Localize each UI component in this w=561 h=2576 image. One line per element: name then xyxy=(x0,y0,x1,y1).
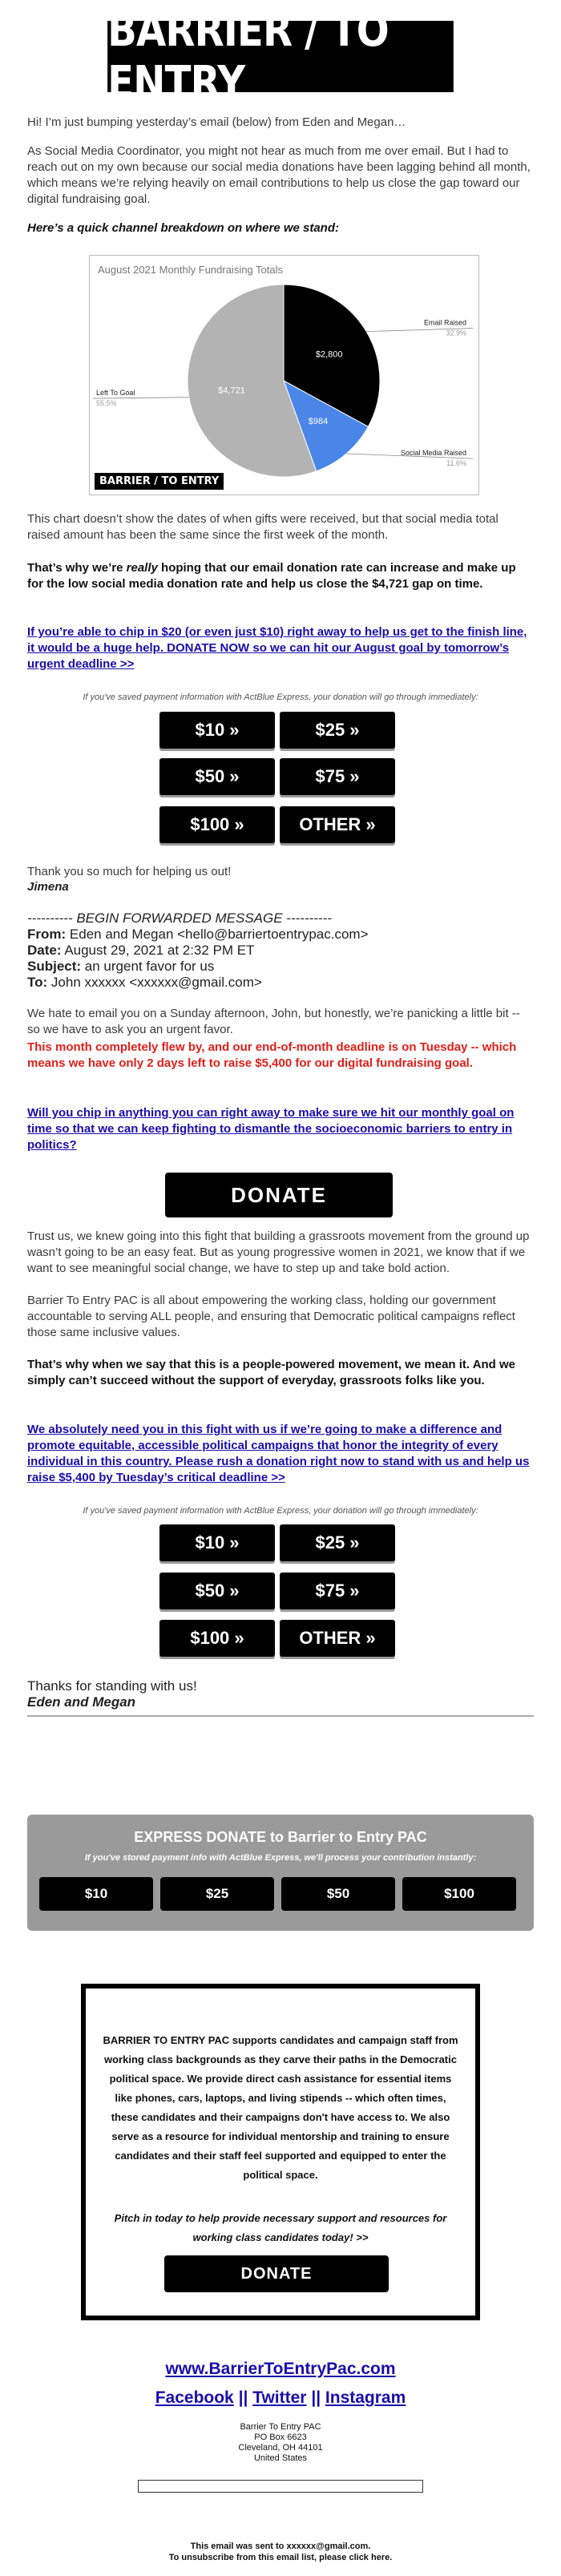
to-value: John xxxxxx <xxxxxx@gmail.com> xyxy=(50,975,262,990)
intro-greeting: Hi! I’m just bumping yesterday’s email (below) from Eden and Megan… xyxy=(27,115,406,129)
express-50-button[interactable]: $50 xyxy=(281,1877,395,1911)
donate-25-button[interactable]: $25 » xyxy=(280,712,395,749)
subject-label: Subject: xyxy=(27,959,82,974)
forward-subject xyxy=(27,959,534,975)
footer-donate-button[interactable]: DONATE xyxy=(164,2255,389,2292)
body2-paragraph-3: Barrier To Entry PAC is all about empowering the working class, holding our government accountable to serving ALL people, and ensuring that Democratic political campaigns reflect those same inclusive values. xyxy=(27,1294,515,1339)
instagram-link[interactable]: Instagram xyxy=(325,2388,406,2407)
logo: BARRIER / TO ENTRY xyxy=(107,21,454,92)
facebook-link[interactable]: Facebook xyxy=(155,2388,234,2407)
body2-paragraph-4: That’s why when we say that this is a people-powered movement, we mean it. And we simply can’t succeed without the support of everyday, grassroots folks like you. xyxy=(27,1358,516,1387)
pie-value-label: $984 xyxy=(308,417,329,427)
forward-to xyxy=(27,975,534,991)
separator-1: || xyxy=(238,2388,248,2407)
twitter-link[interactable]: Twitter xyxy=(252,2388,307,2407)
body2-intro: We hate to email you on a Sunday afternoon, John, but honestly, we’re panicking a little bit -- so we have to ask you an urgent favor. xyxy=(27,1007,520,1036)
unsubscribe-notice xyxy=(0,2541,561,2563)
address-line-4: United States xyxy=(253,2453,308,2463)
rate-text-a: That’s why we’re xyxy=(27,561,127,575)
about-box xyxy=(81,1984,480,2320)
separator-2: || xyxy=(311,2388,321,2407)
forward-header: ---------- BEGIN FORWARDED MESSAGE ---------- xyxy=(27,910,332,926)
deadline-alert: This month completely flew by, and our end-of-month deadline is on Tuesday -- which means we have only 2 days left to raise $5,400 for our digital fundraising goal. xyxy=(27,1040,517,1070)
donate-75-button[interactable]: $75 » xyxy=(280,758,395,795)
donate-50-button-2[interactable]: $50 » xyxy=(159,1573,275,1609)
express-25-button[interactable]: $25 xyxy=(160,1877,274,1911)
donate-button[interactable]: DONATE xyxy=(165,1173,393,1217)
express-panel-sub: If you've stored payment info with ActBlue Express, we'll process your contribution instantly: xyxy=(84,1853,477,1863)
donate-10-button-2[interactable]: $10 » xyxy=(159,1524,275,1561)
address-line-3: Cleveland, OH 44101 xyxy=(238,2443,323,2453)
from-label: From: xyxy=(27,927,67,942)
subject-value: an urgent favor for us xyxy=(84,959,215,974)
rate-text-emph: really xyxy=(126,561,158,575)
divider xyxy=(27,1715,534,1717)
donate-100-button-2[interactable]: $100 » xyxy=(159,1620,275,1657)
express-note-2: If you've saved payment information with ActBlue Express, your donation will go through immediately: xyxy=(83,1506,478,1516)
unsubscribe-link[interactable]: To unsubscribe from this email list, please click here. xyxy=(168,2553,393,2562)
date-value: August 29, 2021 at 2:32 PM ET xyxy=(64,943,255,958)
intro-paragraph: As Social Media Coordinator, you might not hear as much from me over email. But I had to reach out on my own because our social media donations have been lagging behind all month, which means we’re relying heavily on email contributions to help us close the gap toward our digital fundraising goal. xyxy=(27,144,531,206)
address-line-1: Barrier To Entry PAC xyxy=(240,2422,321,2432)
chart-watermark: BARRIER / TO ENTRY xyxy=(95,473,224,490)
body2-paragraph-2: Trust us, we knew going into this fight that building a grassroots movement from the ground up wasn’t going to be an easy feat. But as young progressive women in 2021, we know that if we want to see meaningful social change, we have to step up and take bold action. xyxy=(27,1229,530,1275)
rate-paragraph xyxy=(27,560,534,592)
pie-value-label: $2,800 xyxy=(315,349,343,360)
express-panel-title: EXPRESS DONATE to Barrier to Entry PAC xyxy=(134,1829,427,1845)
donate-100-button[interactable]: $100 » xyxy=(159,806,275,843)
mailing-address xyxy=(0,2422,561,2464)
donate-50-button[interactable]: $50 » xyxy=(159,758,275,795)
express-100-button[interactable]: $100 xyxy=(402,1877,516,1911)
sent-to-text: This email was sent to xxxxxx@gmail.com. xyxy=(190,2542,371,2551)
forward-from xyxy=(27,927,534,943)
express-10-button[interactable]: $10 xyxy=(39,1877,153,1911)
donate-other-button-2[interactable]: OTHER » xyxy=(280,1620,395,1657)
need-you-link[interactable]: We absolutely need you in this fight with us if we’re going to make a difference and promote equitable, accessible political campaigns that honor the integrity of every individual in this country. Please rush a donation right now to stand with us and help us raise $5,400 by Tuesday’s critical deadline >> xyxy=(27,1423,530,1484)
pie-legend-label: Left To Goal xyxy=(96,389,135,398)
about-text: BARRIER TO ENTRY PAC supports candidates and campaign staff from working class backgrounds as they carve their paths in the Democratic political space. We provide direct cash assistance for essential items like phones, cars, laptops, and living stipends -- which often times, these candidates and their campaigns don't have access to. We also serve as a resource for individual mentorship and training to ensure candidates and their staff feel supported and equipped to enter the political space. xyxy=(103,2034,458,2181)
signoff2-thanks: Thanks for standing with us! xyxy=(27,1678,197,1694)
pie-legend-label: Social Media Raised xyxy=(400,449,466,458)
fundraising-chart xyxy=(89,255,479,495)
social-links xyxy=(0,2388,561,2408)
donate-10-button[interactable]: $10 » xyxy=(159,712,275,749)
express-note-1: If you've saved payment information with ActBlue Express, your donation will go through immediately: xyxy=(83,692,478,702)
chip-in-link[interactable]: Will you chip in anything you can right away to make sure we hit our monthly goal on time so that we can keep fighting to dismantle the socioeconomic barriers to entry in politics? xyxy=(27,1106,515,1152)
signoff-thanks: Thank you so much for helping us out! xyxy=(27,865,232,878)
pie-value-label: $4,721 xyxy=(218,386,245,396)
express-donate-panel xyxy=(27,1815,534,1931)
donate-now-link[interactable]: If you’re able to chip in $20 (or even just $10) right away to help us get to the finish line, it would be a huge help. DONATE NOW so we can hit our August goal by tomorrow’s urgent deadline >> xyxy=(27,625,527,671)
signoff2-name: Eden and Megan xyxy=(27,1694,136,1710)
donate-other-button[interactable]: OTHER » xyxy=(280,806,395,843)
about-pitch: Pitch in today to help provide necessary support and resources for working class candidates today! >> xyxy=(114,2212,447,2243)
rate-text-c: hoping that our email donation rate can increase and make up for the low social media donation rate and help us close the $4,721 gap on time. xyxy=(27,561,516,591)
pie-chart-svg xyxy=(90,256,478,495)
from-value: Eden and Megan <hello@barriertoentrypac.com> xyxy=(69,927,369,942)
pie-legend-label: Email Raised xyxy=(423,318,466,327)
site-link[interactable]: www.BarrierToEntryPac.com xyxy=(165,2360,396,2378)
breakdown-heading: Here’s a quick channel breakdown on where we stand: xyxy=(27,221,340,235)
forward-date xyxy=(27,943,534,959)
pie-percent-label: 11.6% xyxy=(446,459,466,468)
chart-title: August 2021 Monthly Fundraising Totals xyxy=(98,264,284,276)
pie-percent-label: 32.9% xyxy=(446,329,466,337)
donate-75-button-2[interactable]: $75 » xyxy=(280,1573,395,1609)
chart-note: This chart doesn’t show the dates of when gifts were received, but that social media total raised amount has been the same since the first week of the month. xyxy=(27,512,498,542)
paid-for-box xyxy=(138,2480,423,2493)
pie-percent-label: 55.5% xyxy=(96,399,117,408)
donate-25-button-2[interactable]: $25 » xyxy=(280,1524,395,1561)
date-label: Date: xyxy=(27,943,62,958)
signoff-name: Jimena xyxy=(27,880,69,894)
address-line-2: PO Box 6623 xyxy=(254,2433,307,2442)
to-label: To: xyxy=(27,975,48,990)
